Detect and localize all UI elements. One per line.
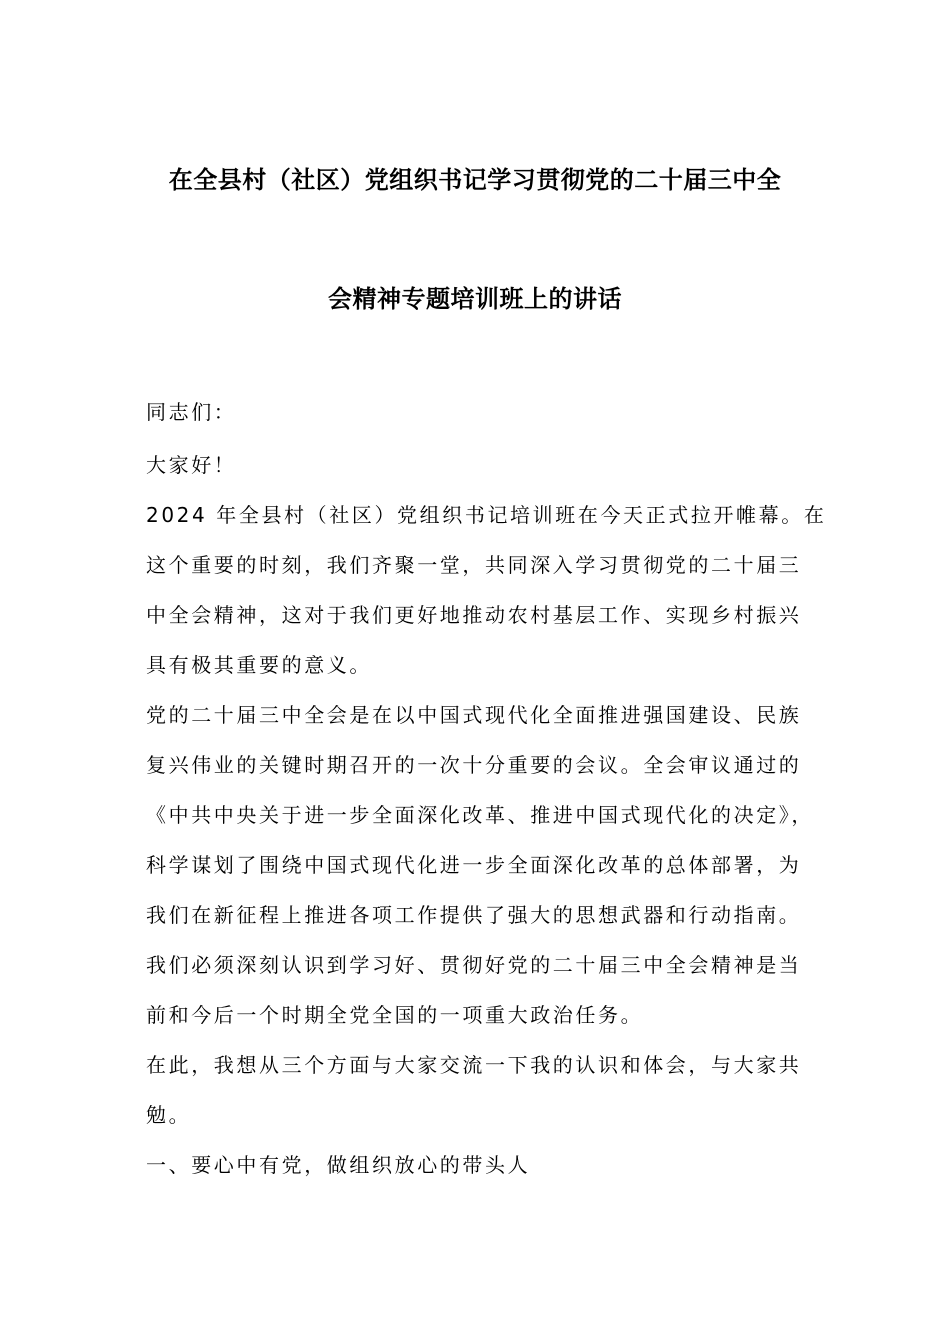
paragraph-line: 我们必须深刻认识到学习好、贯彻好党的二十届三中全会精神是当 — [146, 953, 802, 977]
paragraph-line: 科学谋划了围绕中国式现代化进一步全面深化改革的总体部署，为 — [146, 853, 802, 877]
paragraph-line: 复兴伟业的关键时期召开的一次十分重要的会议。全会审议通过的 — [146, 753, 802, 777]
document-title-line-1: 在全县村（社区）党组织书记学习贯彻党的二十届三中全 — [168, 166, 782, 194]
document-title-line-2: 会精神专题培训班上的讲话 — [328, 285, 622, 313]
salutation: 同志们： — [146, 400, 237, 424]
paragraph-line: 党的二十届三中全会是在以中国式现代化全面推进强国建设、民族 — [146, 703, 802, 727]
paragraph-line: 前和今后一个时期全党全国的一项重大政治任务。 — [146, 1003, 644, 1027]
paragraph-line: 这个重要的时刻，我们齐聚一堂，共同深入学习贯彻党的二十届三 — [146, 553, 802, 577]
paragraph-line: 2024 年全县村（社区）党组织书记培训班在今天正式拉开帷幕。在 — [146, 503, 827, 527]
greeting: 大家好！ — [146, 453, 237, 477]
section-heading: 一、要心中有党，做组织放心的带头人 — [146, 1153, 531, 1177]
paragraph-line: 在此，我想从三个方面与大家交流一下我的认识和体会，与大家共 — [146, 1053, 802, 1077]
paragraph-line: 中全会精神，这对于我们更好地推动农村基层工作、实现乡村振兴 — [146, 603, 802, 627]
paragraph-line: 勉。 — [146, 1103, 192, 1127]
paragraph-line: 《中共中央关于进一步全面深化改革、推进中国式现代化的决定》， — [146, 803, 814, 827]
paragraph-line: 具有极其重要的意义。 — [146, 653, 372, 677]
paragraph-line: 我们在新征程上推进各项工作提供了强大的思想武器和行动指南。 — [146, 903, 802, 927]
